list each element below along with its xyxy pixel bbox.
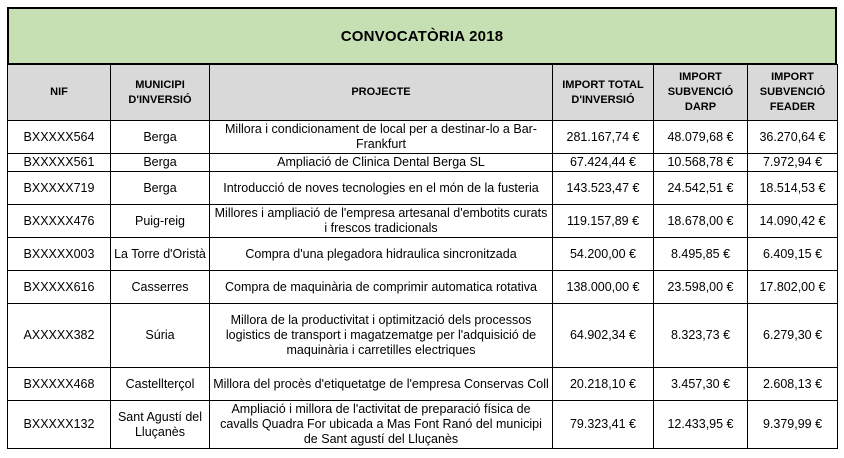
cell-import-total: 54.200,00 €	[553, 238, 654, 271]
cell-municipi: Berga	[111, 172, 210, 205]
page-title: CONVOCATÒRIA 2018	[7, 7, 837, 65]
cell-projecte: Compra d'una plegadora hidraulica sincronitzada	[210, 238, 553, 271]
grants-table	[7, 64, 838, 449]
cell-subvencio-feader: 9.379,99 €	[748, 401, 838, 449]
table-row	[8, 154, 838, 172]
cell-projecte: Millores i ampliació de l'empresa artesanal d'embotits curats i frescos tradicionals	[210, 205, 553, 238]
cell-nif: BXXXXX468	[8, 368, 111, 401]
cell-import-total: 281.167,74 €	[553, 121, 654, 154]
cell-subvencio-feader: 18.514,53 €	[748, 172, 838, 205]
cell-municipi: Súria	[111, 304, 210, 368]
cell-nif: AXXXXX382	[8, 304, 111, 368]
cell-projecte: Millora del procès d'etiquetatge de l'empresa Conservas Coll	[210, 368, 553, 401]
cell-nif: BXXXXX003	[8, 238, 111, 271]
table-row	[8, 205, 838, 238]
header-subvencio-feader: IMPORT SUBVENCIÓ FEADER	[748, 65, 838, 121]
cell-subvencio-darp: 3.457,30 €	[654, 368, 748, 401]
cell-import-total: 119.157,89 €	[553, 205, 654, 238]
cell-subvencio-darp: 48.079,68 €	[654, 121, 748, 154]
cell-municipi: Berga	[111, 121, 210, 154]
cell-subvencio-darp: 8.323,73 €	[654, 304, 748, 368]
header-nif: NIF	[8, 65, 111, 121]
table-row	[8, 271, 838, 304]
cell-projecte: Millora de la productivitat i optimització dels processos logistics de transport i magatzematge per l'adquisició de maquinària i carretilles electriques	[210, 304, 553, 368]
cell-municipi: Sant Agustí del Lluçanès	[111, 401, 210, 449]
cell-nif: BXXXXX561	[8, 154, 111, 172]
cell-import-total: 138.000,00 €	[553, 271, 654, 304]
cell-municipi: Castellterçol	[111, 368, 210, 401]
header-municipi: MUNICIPI D'INVERSIÓ	[111, 65, 210, 121]
table-row	[8, 401, 838, 449]
cell-municipi: Puig-reig	[111, 205, 210, 238]
cell-subvencio-feader: 7.972,94 €	[748, 154, 838, 172]
cell-subvencio-darp: 12.433,95 €	[654, 401, 748, 449]
cell-nif: BXXXXX564	[8, 121, 111, 154]
header-subvencio-darp: IMPORT SUBVENCIÓ DARP	[654, 65, 748, 121]
cell-import-total: 79.323,41 €	[553, 401, 654, 449]
cell-nif: BXXXXX719	[8, 172, 111, 205]
cell-projecte: Millora i condicionament de local per a destinar-lo a Bar-Frankfurt	[210, 121, 553, 154]
table-header-row	[8, 65, 838, 121]
cell-import-total: 64.902,34 €	[553, 304, 654, 368]
header-import-total: IMPORT TOTAL D'INVERSIÓ	[553, 65, 654, 121]
cell-nif: BXXXXX476	[8, 205, 111, 238]
cell-subvencio-darp: 23.598,00 €	[654, 271, 748, 304]
table-row	[8, 304, 838, 368]
cell-subvencio-feader: 6.409,15 €	[748, 238, 838, 271]
cell-nif: BXXXXX616	[8, 271, 111, 304]
cell-import-total: 20.218,10 €	[553, 368, 654, 401]
cell-subvencio-darp: 8.495,85 €	[654, 238, 748, 271]
cell-municipi: Berga	[111, 154, 210, 172]
cell-municipi: Casserres	[111, 271, 210, 304]
cell-projecte: Compra de maquinària de comprimir automatica rotativa	[210, 271, 553, 304]
cell-subvencio-feader: 14.090,42 €	[748, 205, 838, 238]
cell-subvencio-darp: 18.678,00 €	[654, 205, 748, 238]
cell-projecte: Introducció de noves tecnologies en el món de la fusteria	[210, 172, 553, 205]
cell-projecte: Ampliació de Clinica Dental Berga SL	[210, 154, 553, 172]
cell-import-total: 143.523,47 €	[553, 172, 654, 205]
cell-import-total: 67.424,44 €	[553, 154, 654, 172]
cell-nif: BXXXXX132	[8, 401, 111, 449]
table-row	[8, 238, 838, 271]
cell-subvencio-feader: 17.802,00 €	[748, 271, 838, 304]
table-row	[8, 368, 838, 401]
table-row	[8, 172, 838, 205]
table-row	[8, 121, 838, 154]
cell-municipi: La Torre d'Oristà	[111, 238, 210, 271]
header-projecte: PROJECTE	[210, 65, 553, 121]
cell-subvencio-darp: 10.568,78 €	[654, 154, 748, 172]
cell-subvencio-feader: 2.608,13 €	[748, 368, 838, 401]
cell-subvencio-feader: 36.270,64 €	[748, 121, 838, 154]
cell-subvencio-feader: 6.279,30 €	[748, 304, 838, 368]
cell-subvencio-darp: 24.542,51 €	[654, 172, 748, 205]
cell-projecte: Ampliació i millora de l'activitat de preparació física de cavalls Quadra For ubicada a Mas Font Ranó del municipi de Sant agustí del Lluçanès	[210, 401, 553, 449]
